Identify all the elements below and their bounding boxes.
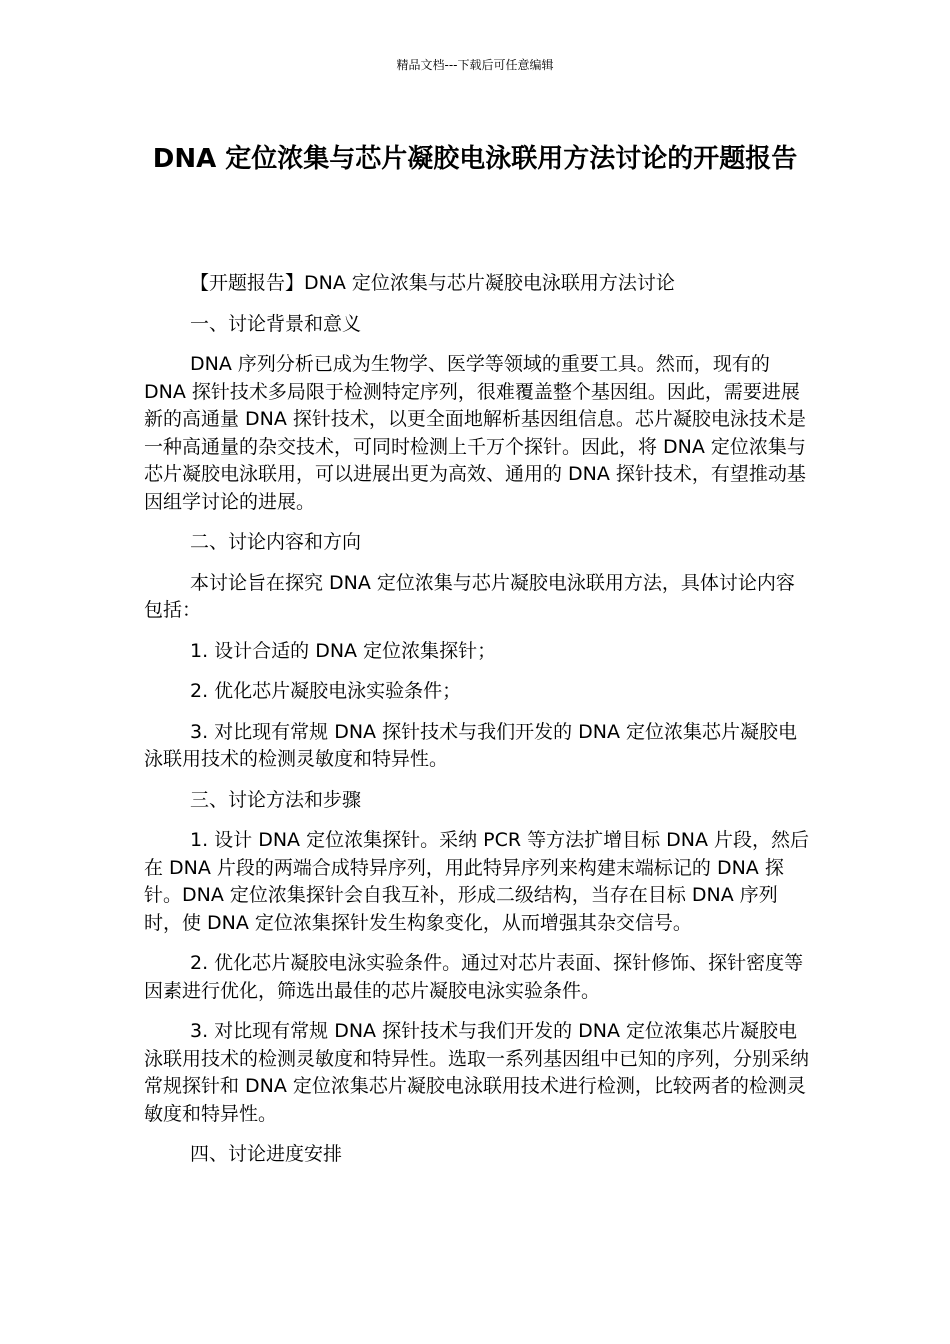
list-item-method-2: 2. 优化芯片凝胶电泳实验条件。通过对芯片表面、探针修饰、探针密度等因素进行优化，筛选出最佳的芯片凝胶电泳实验条件。 bbox=[144, 952, 804, 1002]
document-body bbox=[144, 270, 810, 1169]
section-heading-schedule: 四、讨论进度安排 bbox=[190, 1143, 343, 1165]
document-title: DNA 定位浓集与芯片凝胶电泳联用方法讨论的开题报告 bbox=[152, 144, 798, 174]
paragraph-background: DNA 序列分析已成为生物学、医学等领域的重要工具。然而，现有的 DNA 探针技术多局限于检测特定序列，很难覆盖整个基因组。因此，需要进展新的高通量 DNA 探针技术，以更全面地解析基因组信息。芯片凝胶电泳技术是一种高通量的杂交技术，可同时检测上千万个探针。因此，将 DNA 定位浓集与芯片凝胶电泳联用，可以进展出更为高效、通用的 DNA 探针技术，有望推动基因组学讨论的进展。 bbox=[144, 353, 806, 513]
intro-line: 【开题报告】DNA 定位浓集与芯片凝胶电泳联用方法讨论 bbox=[190, 272, 675, 294]
header-note: 精品文档---下载后可任意编辑 bbox=[396, 58, 554, 72]
section-heading-content: 二、讨论内容和方向 bbox=[190, 531, 362, 553]
list-item-method-1: 1. 设计 DNA 定位浓集探针。采纳 PCR 等方法扩增目标 DNA 片段，然后在 DNA 片段的两端合成特异序列，用此特异序列来构建末端标记的 DNA 探针。DNA 定位浓集探针会自我互补，形成二级结构，当存在目标 DNA 序列时，使 DNA 定位浓集探针发生构象变化，从而增强其杂交信号。 bbox=[144, 829, 810, 934]
paragraph-content-intro: 本讨论旨在探究 DNA 定位浓集与芯片凝胶电泳联用方法，具体讨论内容包括： bbox=[144, 571, 795, 621]
list-item-content-1: 1. 设计合适的 DNA 定位浓集探针； bbox=[190, 639, 497, 662]
section-heading-methods: 三、讨论方法和步骤 bbox=[190, 788, 362, 811]
section-heading-background: 一、讨论背景和意义 bbox=[190, 312, 362, 335]
list-item-method-3: 3. 对比现有常规 DNA 探针技术与我们开发的 DNA 定位浓集芯片凝胶电泳联用技术的检测灵敏度和特异性。选取一系列基因组中已知的序列，分别采纳常规探针和 DNA 定位浓集芯片凝胶电泳联用技术进行检测，比较两者的检测灵敏度和特异性。 bbox=[144, 1020, 810, 1125]
list-item-content-2: 2. 优化芯片凝胶电泳实验条件； bbox=[190, 680, 462, 702]
list-item-content-3: 3. 对比现有常规 DNA 探针技术与我们开发的 DNA 定位浓集芯片凝胶电泳联用技术的检测灵敏度和特异性。 bbox=[144, 720, 798, 770]
